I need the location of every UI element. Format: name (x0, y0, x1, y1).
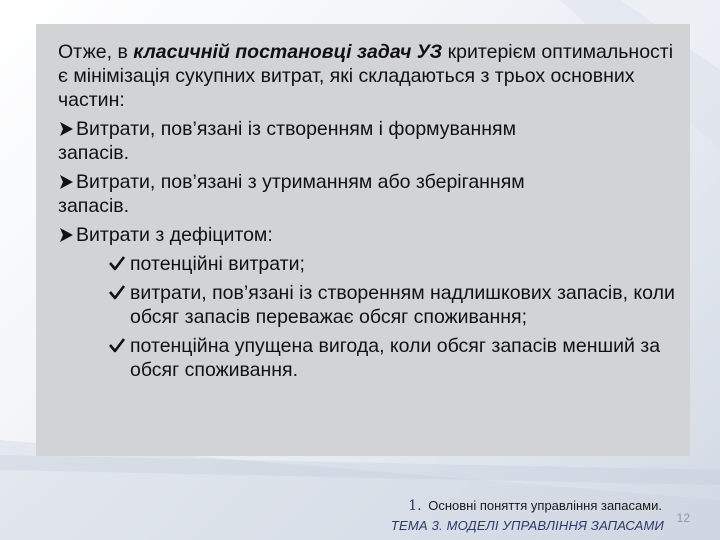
sub-item-text: потенційні витрати; (130, 253, 305, 275)
bullet-text: Витрати, пов’язані з утриманням або зберіганням (76, 171, 525, 193)
sub-item-text: витрати, пов’язані із створенням надлишкових запасів, коли обсяг запасів переважає обсяг споживання; (130, 282, 675, 328)
intro-suffix: критерієм оптимальності є мінімізація сукупних витрат, які складаються з трьох основних частин: (58, 41, 674, 111)
checkmark-icon (108, 254, 126, 272)
sub-item (108, 334, 678, 382)
sub-item-text: потенційна упущена вигода, коли обсяг запасів менший за обсяг споживання. (130, 335, 661, 381)
intro-prefix: Отже, в (58, 41, 134, 63)
arrow-bullet-icon (58, 174, 74, 190)
section-title: Основні поняття управління запасами. (428, 498, 662, 513)
bullet-item (58, 117, 678, 165)
checkmark-icon (108, 283, 126, 301)
intro-emphasis: класичній постановці задач УЗ (133, 41, 443, 63)
bullet-item (58, 223, 678, 247)
section-number: 1. (408, 498, 422, 514)
arrow-bullet-icon (58, 227, 74, 243)
sub-item (108, 252, 678, 276)
bullet-continuation: запасів. (58, 195, 130, 217)
bullet-continuation: запасів. (58, 142, 130, 164)
footer-section (408, 498, 662, 514)
intro-paragraph (58, 40, 678, 112)
bullet-text: Витрати з дефіцитом: (76, 224, 273, 246)
arrow-bullet-icon (58, 121, 74, 137)
footer-topic: ТЕМА 3. МОДЕЛІ УПРАВЛІННЯ ЗАПАСАМИ (390, 518, 664, 533)
sub-item (108, 281, 678, 329)
bullet-text: Витрати, пов’язані із створенням і формуванням (76, 118, 517, 140)
page-number: 12 (676, 511, 690, 525)
checkmark-icon (108, 336, 126, 354)
bullet-item (58, 170, 678, 218)
slide-content (58, 40, 678, 382)
